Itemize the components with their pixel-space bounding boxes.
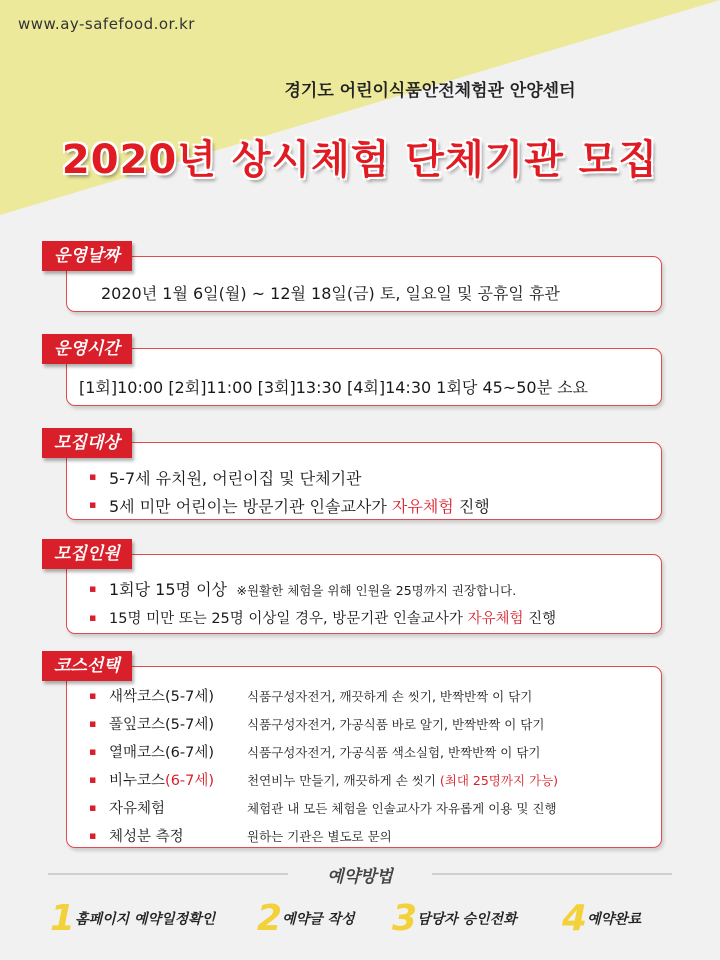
course-name: 새싹코스(5-7세)	[109, 689, 215, 705]
reservation-step-2: 2예약글 작성	[257, 898, 355, 939]
course-desc: 식품구성자전거, 깨끗하게 손 씻기, 반짝반짝 이 닦기	[247, 689, 533, 704]
capacity-line-2: 15명 미만 또는 25명 이상일 경우, 방문기관 인솔교사가 자유체험 진행	[109, 611, 557, 627]
course-desc: 천연비누 만들기, 깨끗하게 손 씻기 (최대 25명까지 가능)	[247, 773, 559, 788]
reservation-step-4: 4예약완료	[562, 898, 642, 939]
bullet-icon: ▪	[89, 829, 97, 842]
target-line-1: 5-7세 유치원, 어린이집 및 단체기관	[109, 469, 362, 488]
page-title: 2020년 상시체험 단체기관 모집	[61, 137, 659, 183]
course-name: 풀잎코스(5-7세)	[109, 717, 215, 733]
bullet-icon: ▪	[89, 582, 97, 595]
organization-name: 경기도 어린이식품안전체험관 안양센터	[284, 81, 576, 101]
bullet-icon: ▪	[89, 498, 97, 511]
course-name: 자유체험	[109, 801, 166, 817]
schedule-text: 2020년 1월 6일(월) ~ 12월 18일(금) 토, 일요일 및 공휴일 휴관	[101, 284, 560, 303]
reservation-title: 예약방법	[327, 867, 393, 887]
hours-box	[66, 348, 662, 406]
bullet-icon: ▪	[89, 717, 97, 730]
hours-text: [1회]10:00 [2회]11:00 [3회]13:30 [4회]14:30 1회당 45~50분 소요	[79, 378, 589, 397]
course-name: 열매코스(6-7세)	[109, 745, 215, 761]
course-desc: 식품구성자전거, 가공식품 바로 알기, 반짝반짝 이 닦기	[247, 717, 545, 732]
capacity-box	[66, 554, 662, 634]
website-url: www.ay-safefood.or.kr	[18, 15, 195, 33]
capacity-label: 모집인원	[42, 539, 132, 569]
reservation-step-3: 3담당자 승인전화	[392, 898, 517, 939]
hours-label: 운영시간	[42, 334, 132, 364]
target-label: 모집대상	[42, 428, 132, 458]
bullet-icon: ▪	[89, 773, 97, 786]
bullet-icon: ▪	[89, 470, 97, 483]
bullet-icon: ▪	[89, 801, 97, 814]
courses-label: 코스선택	[42, 651, 132, 681]
target-box	[66, 442, 662, 520]
reservation-step-1: 1홈페이지 예약일정확인	[50, 898, 216, 939]
course-name: 체성분 측정	[109, 829, 184, 845]
bullet-icon: ▪	[89, 611, 97, 624]
courses-box	[66, 666, 662, 848]
course-name: 비누코스(6-7세)	[109, 773, 215, 789]
capacity-line-1: 1회당 15명 이상 ※원활한 체험을 위해 인원을 25명까지 권장합니다.	[109, 580, 517, 599]
schedule-box	[66, 256, 662, 312]
bullet-icon: ▪	[89, 745, 97, 758]
course-desc: 체험관 내 모든 체험을 인솔교사가 자유롭게 이용 및 진행	[247, 801, 557, 816]
course-desc: 식품구성자전거, 가공식품 색소실험, 반짝반짝 이 닦기	[247, 745, 541, 760]
target-line-2: 5세 미만 어린이는 방문기관 인솔교사가 자유체험 진행	[109, 497, 490, 516]
schedule-label: 운영날짜	[42, 241, 132, 271]
course-desc: 원하는 기관은 별도로 문의	[247, 829, 392, 844]
bullet-icon: ▪	[89, 689, 97, 702]
